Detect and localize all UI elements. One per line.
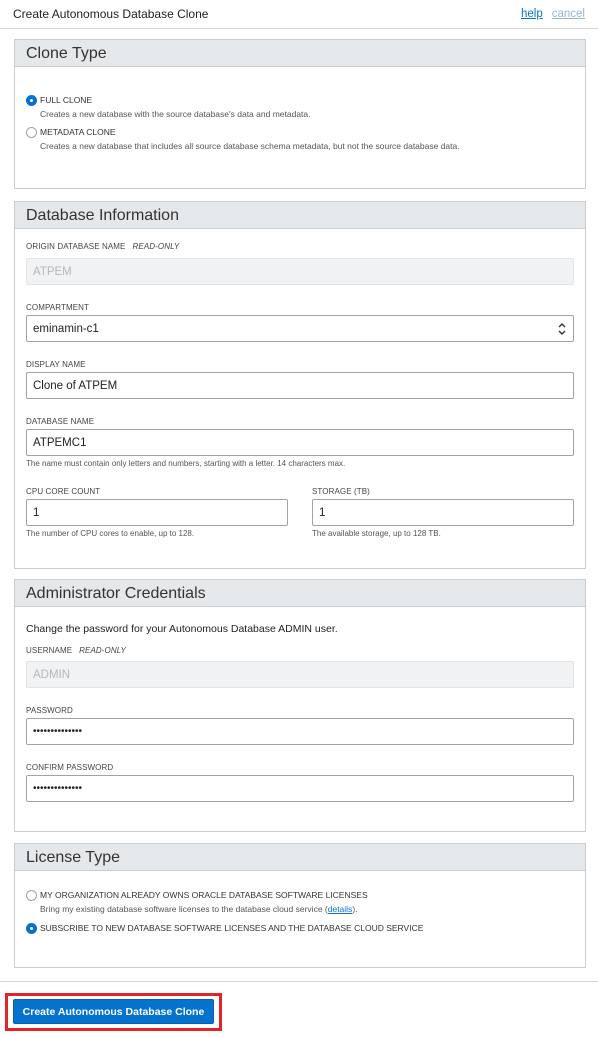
- help-link[interactable]: help: [521, 8, 543, 20]
- dialog-header: [0, 0, 598, 28]
- metadata-clone-label: METADATA CLONE: [40, 127, 116, 137]
- storage-hint: The available storage, up to 128 TB.: [312, 529, 441, 538]
- display-name-label: DISPLAY NAME: [26, 360, 86, 369]
- clone-type-heading: Clone Type: [15, 40, 585, 67]
- database-info-panel: [14, 201, 586, 569]
- password-input[interactable]: ••••••••••••••: [26, 718, 574, 745]
- radio-metadata-clone[interactable]: [26, 126, 460, 153]
- cpu-core-count-hint: The number of CPU cores to enable, up to 128.: [26, 529, 195, 538]
- database-name-hint: The name must contain only letters and numbers, starting with a letter. 14 characters max.: [26, 459, 346, 468]
- license-type-heading: License Type: [15, 844, 585, 871]
- origin-db-field: ATPEM: [26, 258, 574, 285]
- radio-full-clone-indicator[interactable]: [26, 95, 37, 106]
- dialog-title: Create Autonomous Database Clone: [13, 7, 209, 21]
- password-label: PASSWORD: [26, 706, 73, 715]
- create-clone-button[interactable]: Create Autonomous Database Clone: [13, 999, 214, 1024]
- dialog-body[interactable]: [0, 28, 598, 982]
- chevron-updown-icon: [558, 322, 566, 336]
- admin-credentials-intro: Change the password for your Autonomous Database ADMIN user.: [26, 623, 338, 635]
- header-links: [521, 8, 585, 20]
- admin-credentials-panel: [14, 579, 586, 832]
- radio-metadata-clone-indicator[interactable]: [26, 127, 37, 138]
- compartment-label: COMPARTMENT: [26, 303, 90, 312]
- admin-credentials-heading: Administrator Credentials: [15, 580, 585, 607]
- cancel-link[interactable]: cancel: [551, 8, 585, 20]
- radio-byol-indicator[interactable]: [26, 890, 37, 901]
- byol-label: MY ORGANIZATION ALREADY OWNS ORACLE DATABASE SOFTWARE LICENSES: [40, 890, 368, 900]
- username-label: USERNAME READ-ONLY: [26, 646, 126, 655]
- storage-label: STORAGE (TB): [312, 487, 370, 496]
- radio-subscribe[interactable]: [26, 922, 423, 935]
- compartment-value: eminamin-c1: [33, 322, 99, 335]
- compartment-select[interactable]: [26, 315, 574, 342]
- confirm-password-label: CONFIRM PASSWORD: [26, 763, 114, 772]
- radio-byol[interactable]: [26, 889, 368, 916]
- subscribe-label: SUBSCRIBE TO NEW DATABASE SOFTWARE LICENSES AND THE DATABASE CLOUD SERVICE: [40, 923, 424, 933]
- full-clone-description: Creates a new database with the source database's data and metadata.: [40, 109, 311, 119]
- confirm-password-input[interactable]: ••••••••••••••: [26, 775, 574, 802]
- cpu-core-count-label: CPU CORE COUNT: [26, 487, 101, 496]
- read-only-tag: READ-ONLY: [132, 242, 180, 251]
- database-info-heading: Database Information: [15, 202, 585, 229]
- radio-subscribe-indicator[interactable]: [26, 923, 37, 934]
- origin-db-label: ORIGIN DATABASE NAME READ-ONLY: [26, 242, 180, 251]
- database-name-input[interactable]: ATPEMC1: [26, 429, 574, 456]
- storage-input[interactable]: 1: [312, 499, 574, 526]
- clone-type-panel: [14, 39, 586, 189]
- license-type-panel: [14, 843, 586, 968]
- radio-full-clone[interactable]: [26, 94, 311, 121]
- byol-description: Bring my existing database software licenses to the database cloud service (details).: [40, 904, 358, 914]
- metadata-clone-description: Creates a new database that includes all source database schema metadata, but not the source database data.: [40, 141, 460, 151]
- read-only-tag: READ-ONLY: [79, 646, 126, 655]
- display-name-input[interactable]: Clone of ATPEM: [26, 372, 574, 399]
- cpu-core-count-input[interactable]: 1: [26, 499, 288, 526]
- username-field: ADMIN: [26, 661, 574, 688]
- database-name-label: DATABASE NAME: [26, 417, 95, 426]
- full-clone-label: FULL CLONE: [40, 95, 93, 105]
- details-link[interactable]: details: [327, 904, 353, 914]
